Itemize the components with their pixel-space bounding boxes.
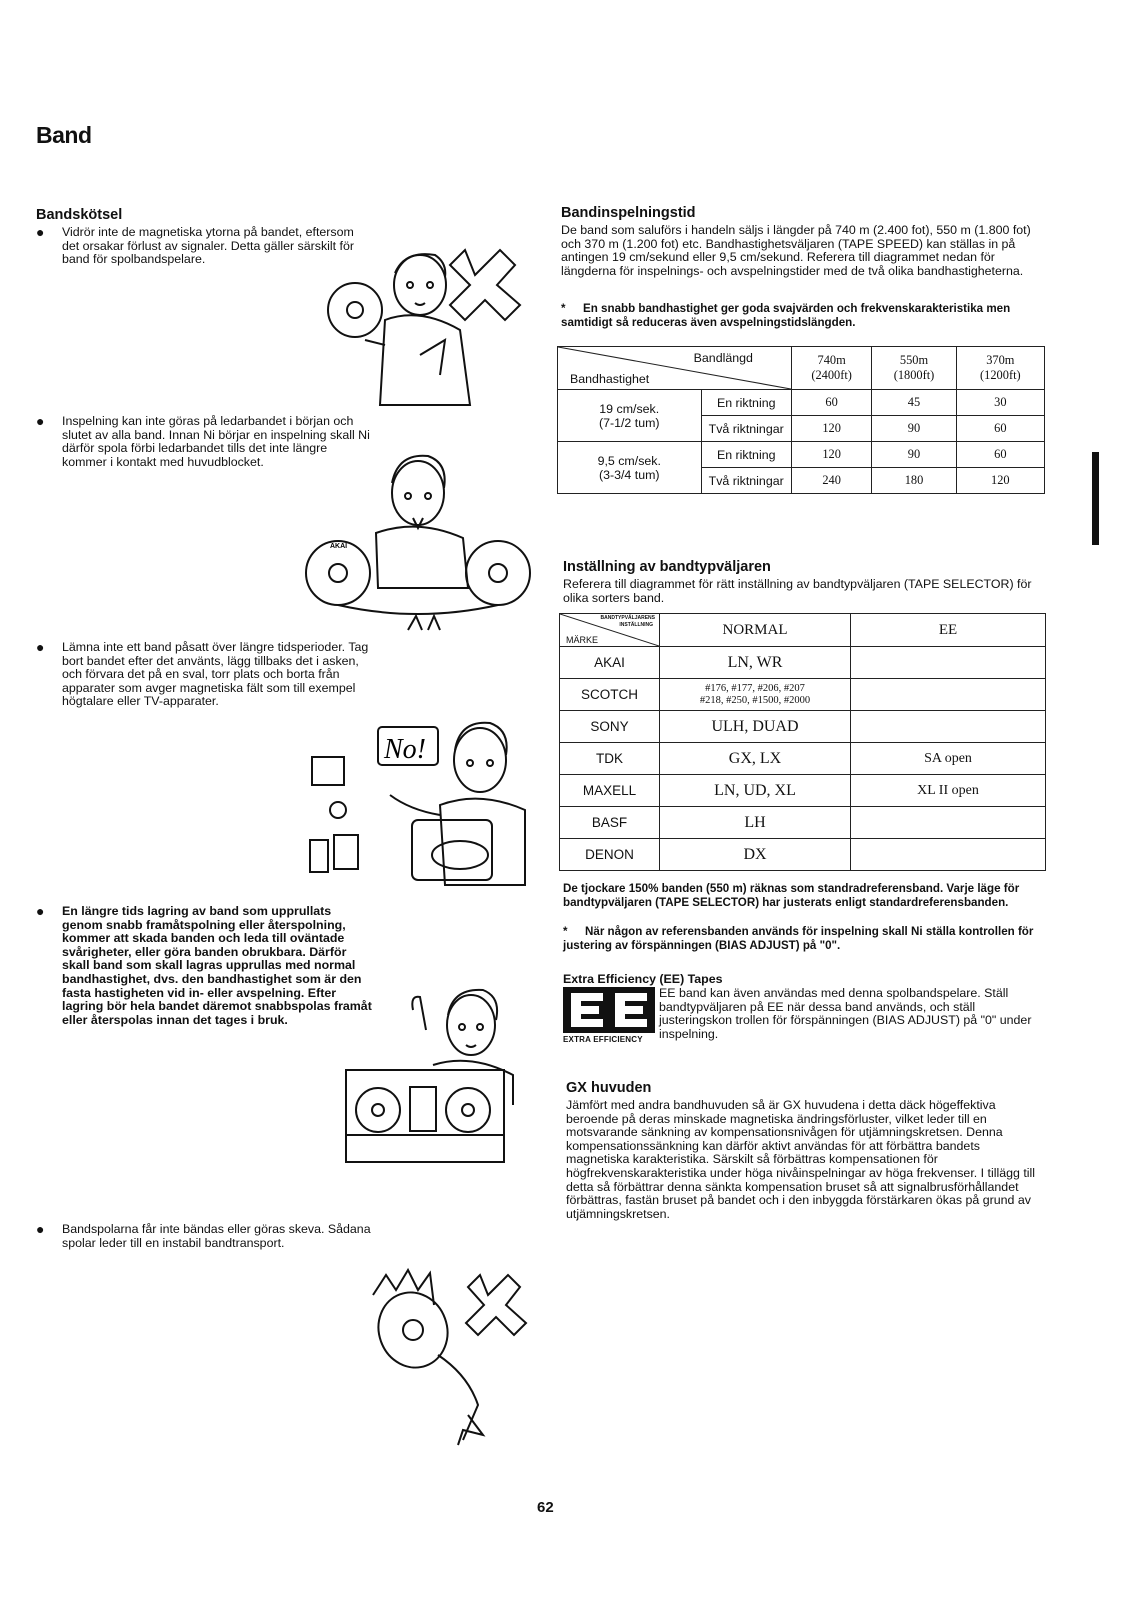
ee-heading: Extra Efficiency (EE) Tapes <box>563 972 723 986</box>
speed-inch: (7-1/2 tum) <box>598 415 660 430</box>
brand-cell: SONY <box>560 711 660 743</box>
page-number: 62 <box>537 1499 554 1516</box>
bullet-icon: ● <box>36 224 45 240</box>
rec-time-note-text: En snabb bandhastighet ger goda svajvärden och frekvenskarakteristika men samtidigt så reduceras även avspelningstidslängden. <box>561 302 1011 329</box>
page-title: Band <box>36 122 92 148</box>
ee-cell <box>851 647 1046 679</box>
time-cell: 90 <box>872 416 956 442</box>
corner-top-label: BANDTYPVÄLJARENS <box>600 615 655 621</box>
corner-bottom-label: Bandhastighet <box>570 372 650 386</box>
length-ft: (1800ft) <box>893 368 935 382</box>
normal-header: NORMAL <box>660 614 851 647</box>
no-label: No! <box>384 734 426 765</box>
length-header <box>956 347 1044 390</box>
tape-deck-illustration <box>338 985 528 1170</box>
ee-header: EE <box>851 614 1046 647</box>
care-item-text: Lämna inte ett band påsatt över längre tidsperioder. Tag bort bandet efter det använts, lägg tillbaks det i asken, och förvara det på en sval, torr plats och borta från apparater som avger magnetiska fält som till exempel högtalare eller TV-apparater. <box>62 640 369 709</box>
selector-note-2-text: När någon av referensbanden används för inspelning skall Ni ställa kontrollen för justering av förspänningen (BIAS ADJUST) på "0". <box>563 925 1034 952</box>
bullet-icon: ● <box>36 903 45 919</box>
ee-cell: SA open <box>851 743 1046 775</box>
margin-marker <box>1092 452 1099 545</box>
selector-body: Referera till diagrammet för rätt inställning av bandtypväljaren (TAPE SELECTOR) för olika sorters band. <box>563 577 1032 605</box>
normal-line: #176, #177, #206, #207 <box>705 682 805 694</box>
gx-body: Jämfört med andra bandhuvuden så är GX huvudena i detta däck högeffektiva beroende på deras minskade magnetiska ändringsförluster, vilket leder till en motsvarande sänkning av kompensationsnivågen för utjämningskretsen. Denna kompensationssänkning kan därför aktivt användas för att förbättra bandets magnetiska karakteristika. Särskilt så förbättras kompensationen för högfrekvenskarakteristika under höga nivåinspelningar av höga frekvenser. I tillägg till detta så förbättrar denna sänkta kompensation bruset så att signalbrusförhållandet förbättras, fastän bruset på bandet och i den inbyggda förstärkaren ökas på grund av utjämningskretsen. <box>566 1098 1036 1221</box>
time-cell: 120 <box>791 416 871 442</box>
care-item-text: Inspelning kan inte göras på ledarbandet i början och slutet av alla band. Innan Ni börjar en inspelning skall Ni därför spola förbi ledarbandet tills det inte längre kommer i kontakt med huvudblocket. <box>62 414 370 469</box>
time-cell: 240 <box>791 468 871 494</box>
time-cell: 45 <box>872 390 956 416</box>
brand-cell: DENON <box>560 839 660 871</box>
bullet-icon: ● <box>36 1221 45 1237</box>
touch-tape-illustration <box>325 245 535 410</box>
rec-time-body: De band som saluförs i handeln säljs i längder på 740 m (2.400 fot), 550 m (1.800 fot) och 370 m (1.200 fot) etc. Bandhastighetsväljaren (TAPE SPEED) kan ställas in på antingen 19 cm/sekund eller 9,5 cm/sekund. Referera till diagrammet nedan för längderna för inspelnings- och avspelningstider med de två olika bandhastigheterna. <box>561 223 1031 278</box>
time-cell: 60 <box>956 442 1044 468</box>
length-ft: (1200ft) <box>980 368 1021 382</box>
bullet-icon: ● <box>36 413 45 429</box>
ee-cell <box>851 839 1046 871</box>
selector-note-2 <box>563 925 1041 952</box>
normal-cell: DX <box>660 839 851 871</box>
note-star: * <box>561 302 566 315</box>
length-header <box>791 347 871 390</box>
ee-logo-mark <box>563 987 655 1033</box>
normal-cell <box>660 679 851 711</box>
normal-cell: LN, UD, XL <box>660 775 851 807</box>
rec-time-heading: Bandinspelningstid <box>561 205 696 221</box>
time-cell: 60 <box>791 390 871 416</box>
time-cell: 60 <box>956 416 1044 442</box>
time-cell: 30 <box>956 390 1044 416</box>
care-item-1 <box>36 226 372 267</box>
bullet-icon: ● <box>36 639 45 655</box>
warped-reel-illustration <box>368 1265 538 1445</box>
time-cell: 90 <box>872 442 956 468</box>
gx-heading: GX huvuden <box>566 1080 652 1096</box>
direction-cell: En riktning <box>701 442 791 468</box>
care-heading: Bandskötsel <box>36 207 123 223</box>
care-item-5 <box>36 1223 372 1250</box>
ee-body: EE band kan även användas med denna spolbandspelare. Ställ bandtypväljaren på EE när dessa band används, och ställ justeringskon trollen för förspänningen (BIAS ADJUST) på "0" under inspelning. <box>659 986 1032 1041</box>
note-star: * <box>563 925 568 938</box>
direction-cell: Två riktningar <box>701 416 791 442</box>
brand-cell: BASF <box>560 807 660 839</box>
ee-caption: EXTRA EFFICIENCY <box>563 1035 643 1044</box>
length-m: 370m <box>986 353 1015 367</box>
length-ft: (2400ft) <box>811 368 852 382</box>
brand-cell: TDK <box>560 743 660 775</box>
normal-cell: ULH, DUAD <box>660 711 851 743</box>
corner-cell <box>558 347 792 390</box>
corner-bottom-label: MÄRKE <box>566 635 599 645</box>
direction-cell: Två riktningar <box>701 468 791 494</box>
leader-tape-illustration <box>298 448 533 648</box>
care-item-3 <box>36 641 372 709</box>
normal-cell: LH <box>660 807 851 839</box>
selector-corner-cell <box>560 614 660 647</box>
normal-cell: GX, LX <box>660 743 851 775</box>
speed-cell <box>558 390 702 442</box>
rec-time-note <box>561 302 1041 329</box>
speed-inch: (3-3/4 tum) <box>598 467 660 482</box>
ee-cell: XL II open <box>851 775 1046 807</box>
care-item-text: En längre tids lagring av band som upprullats genom snabb framåtspolning eller återspolning, kommer att skada banden och leda till oväntade svårigheter, eller göra banden obrukbara. Därför skall band som skall lagras upprullas med normal bandhastighet, dvs. den bandhastighet som är den fasta hastigheten vid in- eller avspelning. Efter lagring bör hela bandet däremot snabbspolas framåt eller återspolas innan det tages i bruk. <box>62 904 372 1027</box>
length-header <box>872 347 956 390</box>
care-item-4 <box>36 905 372 1027</box>
selector-note-1: De tjockare 150% banden (550 m) räknas som standradreferensband. Varje läge för bandtypväljaren (TAPE SELECTOR) har justerats enligt standardreferensbanden. <box>563 882 1020 909</box>
storage-illustration <box>300 715 535 895</box>
speed-cell <box>558 442 702 494</box>
normal-cell: LN, WR <box>660 647 851 679</box>
corner-mid-label: INSTÄLLNING <box>619 622 653 628</box>
care-item-text: Vidrör inte de magnetiska ytorna på bandet, eftersom det orsakar förlust av signaler. Detta gäller särskilt för band för spolbandspelare. <box>62 225 354 267</box>
brand-cell: MAXELL <box>560 775 660 807</box>
speed-label: 19 cm/sek. <box>599 401 660 416</box>
akai-reel-label: AKAI <box>330 543 348 550</box>
ee-cell <box>851 807 1046 839</box>
length-m: 740m <box>817 353 846 367</box>
care-item-text: Bandspolarna får inte bändas eller göras skeva. Sådana spolar leder till en instabil bandtransport. <box>62 1222 371 1250</box>
selector-heading: Inställning av bandtypväljaren <box>563 559 771 575</box>
brand-cell: SCOTCH <box>560 679 660 711</box>
tape-selector-table <box>559 613 1046 871</box>
time-cell: 180 <box>872 468 956 494</box>
recording-time-table <box>557 346 1045 494</box>
normal-line: #218, #250, #1500, #2000 <box>699 694 811 706</box>
speed-label: 9,5 cm/sek. <box>597 453 661 468</box>
ee-cell <box>851 679 1046 711</box>
brand-cell: AKAI <box>560 647 660 679</box>
ee-cell <box>851 711 1046 743</box>
time-cell: 120 <box>791 442 871 468</box>
time-cell: 120 <box>956 468 1044 494</box>
length-m: 550m <box>899 353 929 367</box>
direction-cell: En riktning <box>701 390 791 416</box>
corner-top-label: Bandlängd <box>693 351 753 365</box>
